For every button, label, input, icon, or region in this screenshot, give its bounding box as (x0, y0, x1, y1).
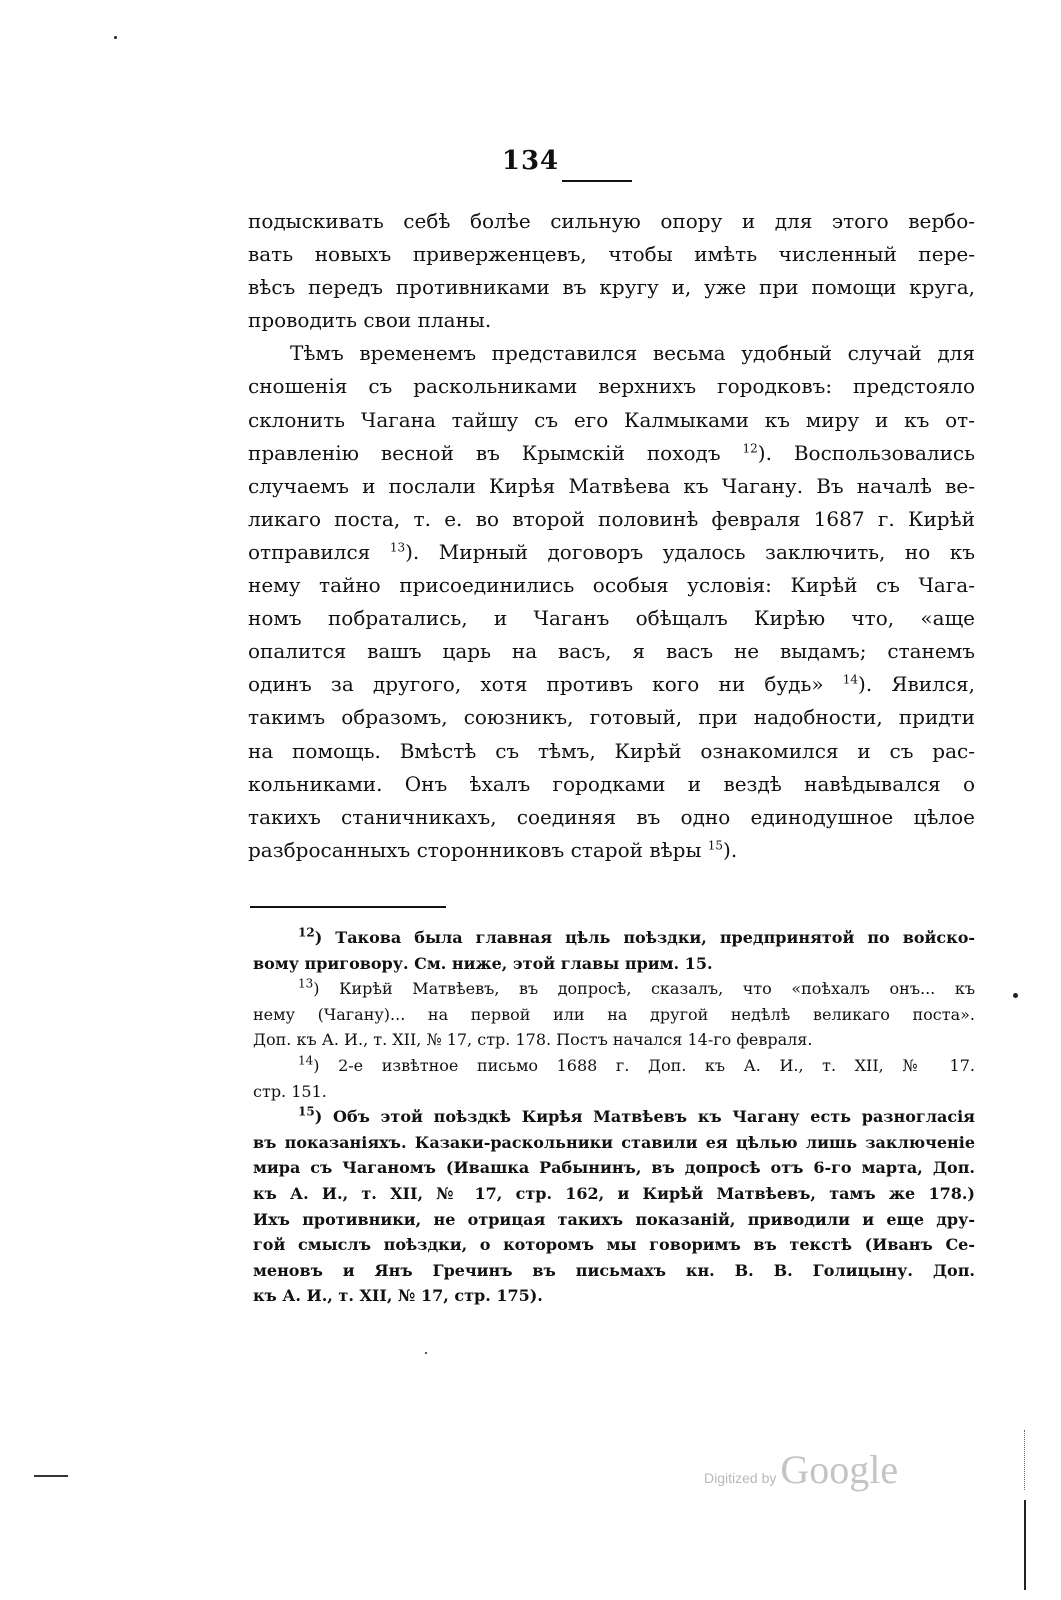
body-line (248, 834, 975, 867)
footnote-13-line: Доп. къ А. И., т. XII, № 17, стр. 178. Постъ начался 14-го февраля. (253, 1030, 813, 1050)
footnote-text: ) Такова была главная цѣль поѣздки, предпринятой по войско- (314, 928, 975, 947)
footnote-12-line (253, 925, 975, 951)
footnote-15-line: Ихъ противники, не отрицая такихъ показаній, приводили и еще дру- (253, 1209, 975, 1229)
body-line: нему тайно присоединились особыя условія: Кирѣй съ Чага- (248, 573, 975, 598)
body-line (248, 437, 975, 470)
body-text (248, 205, 975, 867)
page-number: 134 (501, 146, 560, 176)
body-line: опалится вашъ царь на васъ, я васъ не выдамъ; станемъ (248, 639, 975, 664)
footnote-mark: 13 (298, 976, 314, 991)
footnote-13-line: нему (Чагану)... на первой или на другой недѣлѣ великаго поста». (253, 1004, 975, 1024)
footnote-ref-14[interactable]: 14 (842, 672, 859, 687)
margin-mark (34, 1475, 68, 1477)
footnote-15-line: къ А. И., т. XII, № 17, стр. 162, и Кирѣй Матвѣевъ, тамъ же 178.) (253, 1183, 975, 1203)
body-line: вѣсъ передъ противниками въ кругу и, уже при помощи круга, (248, 275, 975, 300)
footnote-15-line: меновъ и Янъ Гречинъ въ письмахъ кн. В. В. Голицыну. Доп. (253, 1260, 975, 1280)
body-line: проводить свои планы. (248, 308, 492, 333)
footnote-text: ) 2-е извѣтное письмо 1688 г. Доп. къ А. И., т. XII, № 17. (313, 1055, 975, 1075)
body-line: на помощь. Вмѣстѣ съ тѣмъ, Кирѣй ознакомился и съ рас- (248, 738, 975, 763)
body-line: такимъ образомъ, союзникъ, готовый, при надобности, придти (248, 705, 975, 730)
body-line: подыскивать себѣ болѣе сильную опору и для этого вербо- (248, 209, 975, 233)
watermark-prefix: Digitized by (704, 1470, 777, 1486)
body-fragment: ). Воспользовались (757, 440, 976, 465)
footnote-separator (250, 906, 446, 908)
body-fragment: правленію весной въ Крымскій походъ (248, 440, 721, 465)
footnote-mark: 12 (298, 925, 315, 940)
page-edge-line (1024, 1500, 1026, 1590)
body-fragment: ). Явился, (858, 672, 976, 697)
body-fragment: ). Мирный договоръ удалось заключить, но къ (405, 539, 976, 564)
body-fragment: одинъ за другого, хотя противъ кого ни будь» (248, 672, 824, 697)
footnote-14-line (253, 1053, 975, 1079)
footnote-text: ) Объ этой поѣздкѣ Кирѣя Матвѣевъ къ Чагану есть разногласія (314, 1107, 975, 1127)
footnote-mark: 14 (298, 1053, 314, 1068)
body-line: вать новыхъ приверженцевъ, чтобы имѣть численный пере- (248, 242, 975, 267)
footnote-mark: 15 (298, 1104, 315, 1119)
footnote-15-line: гой смыслъ поѣздки, о которомъ мы говоримъ въ текстѣ (Иванъ Се- (253, 1235, 975, 1255)
page-edge-dots (1024, 1430, 1026, 1490)
body-line: ликаго поста, т. е. во второй половинѣ февраля 1687 г. Кирѣй (248, 506, 975, 531)
scan-speck (425, 1352, 427, 1354)
footnote-ref-12[interactable]: 12 (742, 441, 758, 455)
footnote-text: ) Кирѣй Матвѣевъ, въ допросѣ, сказалъ, что «поѣхалъ онъ... къ (313, 979, 975, 999)
body-line: кольниками. Онъ ѣхалъ городками и вездѣ навѣдывался о (248, 771, 975, 796)
body-line: номъ побратались, и Чаганъ обѣщалъ Кирѣю что, «аще (248, 606, 975, 631)
scan-speck (1013, 993, 1018, 998)
footnote-14-line: стр. 151. (253, 1081, 327, 1101)
body-line (248, 536, 975, 569)
footnote-ref-15[interactable]: 15 (707, 838, 724, 853)
footnote-15-line: къ А. И., т. XII, № 17, стр. 175). (253, 1286, 543, 1306)
footnote-13-line (253, 976, 975, 1002)
footnote-15-line (253, 1104, 975, 1130)
page-number-rule (562, 180, 632, 182)
body-line: склонить Чагана тайшу съ его Калмыками къ миру и къ от- (248, 407, 975, 432)
footnote-15-line: въ показаніяхъ. Казаки-раскольники ставили ея цѣлью лишь заключеніе (253, 1132, 975, 1152)
body-fragment: разбросанныхъ сторонниковъ старой вѣры (248, 837, 702, 862)
body-fragment: ). (723, 837, 738, 862)
footnote-15-line: мира съ Чаганомъ (Ивашка Рабынинъ, въ допросѣ отъ 6-го марта, Доп. (253, 1158, 975, 1178)
body-line: случаемъ и послали Кирѣя Матвѣева къ Чагану. Въ началѣ ве- (248, 473, 975, 498)
body-line: сношенія съ раскольниками верхнихъ городковъ: предстояло (248, 374, 975, 399)
footnote-12-line: вому приговору. См. ниже, этой главы прим. 15. (253, 953, 713, 973)
body-fragment: отправился (248, 539, 371, 564)
body-line: такихъ станичникахъ, соединяя въ одно единодушное цѣлое (248, 804, 975, 829)
footnotes (253, 925, 975, 1309)
digitized-by-google-watermark (704, 1446, 898, 1493)
body-line: Тѣмъ временемъ представился весьма удобный случай для (290, 341, 975, 366)
scan-speck (114, 36, 117, 39)
footnote-ref-13[interactable]: 13 (389, 540, 406, 555)
google-logo: Google (780, 1447, 899, 1492)
body-line (248, 668, 975, 701)
